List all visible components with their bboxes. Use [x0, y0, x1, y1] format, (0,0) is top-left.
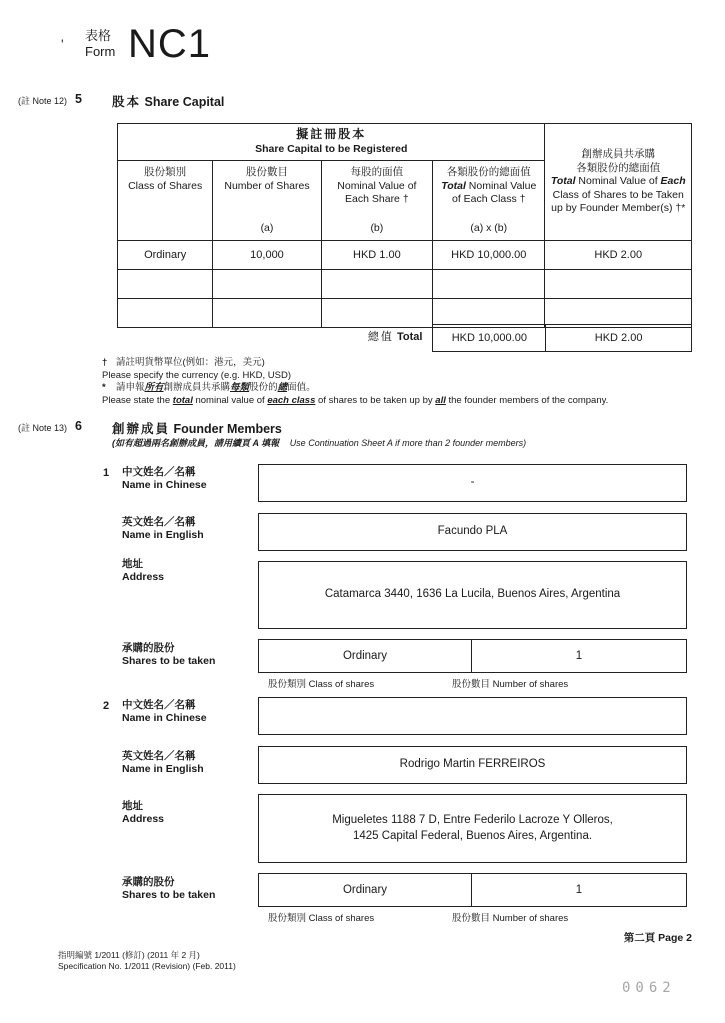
col-founder-zh1: 創辦成員共承購 — [581, 147, 655, 160]
fn2-en-u1: total — [172, 394, 193, 406]
group-header — [118, 124, 545, 161]
cell-class-2 — [118, 270, 213, 299]
cell-number-1: 10,000 — [213, 241, 321, 270]
section5-number: 5 — [75, 92, 82, 106]
member-2-class-sublabel — [268, 910, 374, 924]
col-total-en — [436, 180, 541, 207]
footnote-dagger-zh-text: 請註明貨幣單位(例如：港元，美元) — [116, 357, 265, 368]
form-label-zh: 表格 — [85, 28, 112, 43]
member-2-address-line1: Migueletes 1188 7 D, Entre Federilo Lacroze Y Olleros, — [332, 813, 613, 826]
cell-total-1: HKD 10,000.00 — [433, 241, 545, 270]
member-2-address-box — [258, 794, 687, 863]
footnote-dagger-en: Please specify the currency (e.g. HKD, USD) — [102, 369, 292, 381]
cell-total-2 — [433, 270, 545, 299]
cell-founder-1: HKD 2.00 — [545, 241, 692, 270]
label-en: Shares to be taken — [122, 655, 216, 667]
label-zh: 英文姓名／名稱 — [122, 750, 196, 762]
col-total-sub: (a) x (b) — [470, 222, 508, 235]
label-en: Shares to be taken — [122, 889, 216, 901]
member-1-address-line1: Catamarca 3440, 1636 La Lucila, Buenos Aires, Argentina — [324, 588, 621, 601]
group-header-zh: 擬註冊股本 — [296, 127, 367, 142]
label-en: Name in English — [122, 763, 204, 775]
form-label-en: Form — [85, 44, 116, 59]
member-2-address-line2: 1425 Capital Federal, Buenos Aires, Argentina. — [352, 829, 593, 842]
sublabel-zh: 股份類別 — [268, 913, 307, 924]
star-symbol: * — [102, 382, 106, 393]
form-code: NC1 — [128, 22, 212, 66]
stray-mark: ' — [61, 36, 64, 52]
section5-title — [112, 92, 224, 110]
label-en: Name in English — [122, 529, 204, 541]
fn2-zh-u1: 所有 — [144, 382, 164, 393]
form-label — [85, 28, 115, 60]
section6-subtitle-en: Use Continuation Sheet A if more than 2 founder members) — [289, 438, 527, 448]
member-2-shares-label — [122, 876, 215, 902]
fn2-en-s1: Please state the — [102, 394, 173, 406]
fn2-en-s4: the founder members of the company. — [445, 394, 609, 406]
page-number — [540, 930, 692, 945]
col-founder-en — [548, 175, 688, 216]
label-zh: 承購的股份 — [122, 642, 175, 654]
table-row — [118, 270, 692, 299]
col-total-zh: 各類股份的總面值 — [446, 166, 531, 178]
col-number-sub: (a) — [260, 222, 274, 235]
col-total-en-rest: Nominal Value of Each Class † — [451, 179, 537, 206]
member-2-shares-box — [258, 873, 687, 907]
fn2-en-u3: all — [435, 394, 446, 406]
col-nominal-sub: (b) — [370, 222, 384, 235]
fn2-en-s2: nominal value of — [192, 394, 268, 406]
member-2-name-chinese-label — [122, 699, 207, 725]
label-en: Name in Chinese — [122, 712, 207, 724]
member-1-shares-label — [122, 642, 215, 668]
col-number-en: Number of Shares — [224, 179, 310, 192]
col-nominal-zh: 每股的面值 — [350, 166, 404, 178]
cell-nominal-2 — [321, 270, 432, 299]
col-founder-en-each: Each — [660, 175, 686, 188]
col-class-en: Class of Shares — [128, 179, 203, 192]
fn2-zh-s1: 請申報 — [116, 382, 145, 393]
label-en: Name in Chinese — [122, 479, 207, 491]
note-12-label: (註 Note 12) — [18, 96, 68, 106]
cell-founder-2 — [545, 270, 692, 299]
col-founder-zh2: 各類股份的總面值 — [576, 161, 661, 174]
member-2-number: 2 — [103, 700, 110, 712]
sublabel-zh: 股份類別 — [268, 679, 307, 690]
total-label-zh: 總值 — [367, 331, 394, 343]
col-founder-header — [545, 124, 692, 241]
section6-subtitle — [112, 436, 526, 449]
footnote-star-zh — [102, 382, 682, 395]
member-1-address-box — [258, 561, 687, 629]
specification-note — [58, 950, 236, 972]
page-number-zh: 第二頁 — [623, 932, 656, 944]
sublabel-en: Number of shares — [492, 679, 569, 690]
specification-en: Specification No. 1/2011 (Revision) (Feb. 2011) — [58, 961, 236, 971]
member-1-name-english-box — [258, 513, 687, 551]
member-1-name-chinese-box — [258, 464, 687, 502]
col-nominal-header — [321, 161, 432, 241]
table-row — [118, 241, 692, 270]
label-zh: 英文姓名／名稱 — [122, 516, 196, 528]
member-1-address-label — [122, 558, 164, 584]
label-zh: 承購的股份 — [122, 876, 175, 888]
member-1-count-sublabel — [452, 676, 568, 690]
label-en: Address — [122, 571, 165, 583]
label-zh: 中文姓名／名稱 — [122, 699, 196, 711]
section5-title-en: Share Capital — [144, 95, 225, 109]
member-2-name-english-box — [258, 746, 687, 784]
cell-nominal-1: HKD 1.00 — [321, 241, 432, 270]
footnote-dagger-zh — [102, 357, 682, 370]
sublabel-zh: 股份數目 — [452, 679, 491, 690]
col-founder-en-s2: Class of Shares to be Taken up by Founder Member(s) †* — [551, 188, 686, 215]
member-1-share-count-value: 1 — [575, 650, 583, 662]
col-nominal-en1: Nominal Value of — [337, 179, 417, 192]
footnotes — [102, 357, 682, 407]
fn2-zh-s2: 創辦成員共承購 — [163, 382, 231, 393]
stamp-number: 0062 — [622, 980, 676, 996]
section6-subtitle-zh: (如有超過兩名創辦成員，請用續頁 A 填報 — [112, 438, 280, 448]
member-1-name-english-label — [122, 516, 204, 542]
total-value-founders: HKD 2.00 — [545, 324, 692, 352]
member-2-count-sublabel — [452, 910, 568, 924]
member-2-share-count-value: 1 — [575, 884, 583, 896]
share-capital-table — [117, 123, 692, 328]
section5-title-zh: 股本 — [112, 95, 142, 109]
member-1-share-class-value: Ordinary — [259, 640, 472, 672]
fn2-zh-s3: 股份的 — [249, 382, 278, 393]
member-1-class-sublabel — [268, 676, 374, 690]
member-1-shares-box — [258, 639, 687, 673]
member-2-share-class-value: Ordinary — [259, 874, 472, 906]
section6-title — [112, 419, 282, 437]
col-nominal-en2: Each Share † — [345, 193, 409, 206]
label-zh: 中文姓名／名稱 — [122, 466, 196, 478]
label-zh: 地址 — [122, 558, 143, 570]
footnote-star-en — [102, 395, 682, 408]
col-founder-en-total: Total — [550, 175, 576, 188]
col-total-header — [433, 161, 545, 241]
fn2-zh-u3: 總 — [277, 382, 288, 393]
member-2-name-chinese-box — [258, 697, 687, 735]
cell-number-2 — [213, 270, 321, 299]
section6-title-en: Founder Members — [173, 422, 282, 436]
col-number-zh: 股份數目 — [245, 166, 288, 178]
label-zh: 地址 — [122, 800, 143, 812]
dagger-symbol: † — [102, 357, 108, 368]
col-number-header — [213, 161, 321, 241]
page-number-en: Page 2 — [658, 932, 692, 944]
member-1-number: 1 — [103, 467, 110, 479]
section6-title-zh: 創辦成員 — [112, 422, 171, 436]
member-2-name-english-label — [122, 750, 204, 776]
member-1-name-english-value: Facundo PLA — [437, 525, 508, 538]
label-en: Address — [122, 813, 165, 825]
specification-zh: 指明編號 1/2011 (修訂) (2011 年 2 月) — [58, 950, 200, 960]
fn2-en-s3: of shares to be taken up by — [315, 394, 436, 406]
fn2-zh-u2: 每類 — [230, 382, 250, 393]
member-2-address-label — [122, 800, 164, 826]
col-founder-en-s1: Nominal Value of — [575, 175, 661, 188]
section6-number: 6 — [75, 419, 82, 433]
col-class-zh: 股份類別 — [144, 166, 187, 178]
sublabel-en: Class of shares — [308, 679, 375, 690]
fn2-zh-s4: 面值。 — [287, 382, 316, 393]
note-13-label: (註 Note 13) — [18, 423, 68, 433]
sublabel-zh: 股份數目 — [452, 913, 491, 924]
col-class-header — [118, 161, 213, 241]
group-header-en: Share Capital to be Registered — [255, 142, 408, 155]
fn2-en-u2: each class — [267, 394, 316, 406]
sublabel-en: Class of shares — [308, 913, 375, 924]
total-label-en: Total — [396, 331, 423, 343]
total-row — [117, 324, 692, 352]
sublabel-en: Number of shares — [492, 913, 569, 924]
member-1-name-chinese-label — [122, 466, 207, 492]
member-1-name-chinese-value: - — [470, 476, 475, 489]
total-value-each-class: HKD 10,000.00 — [432, 324, 546, 352]
col-total-en-total: Total — [441, 179, 466, 192]
cell-class-1: Ordinary — [118, 241, 213, 270]
member-2-name-english-value: Rodrigo Martin FERREIROS — [399, 758, 546, 771]
total-label — [117, 324, 432, 352]
